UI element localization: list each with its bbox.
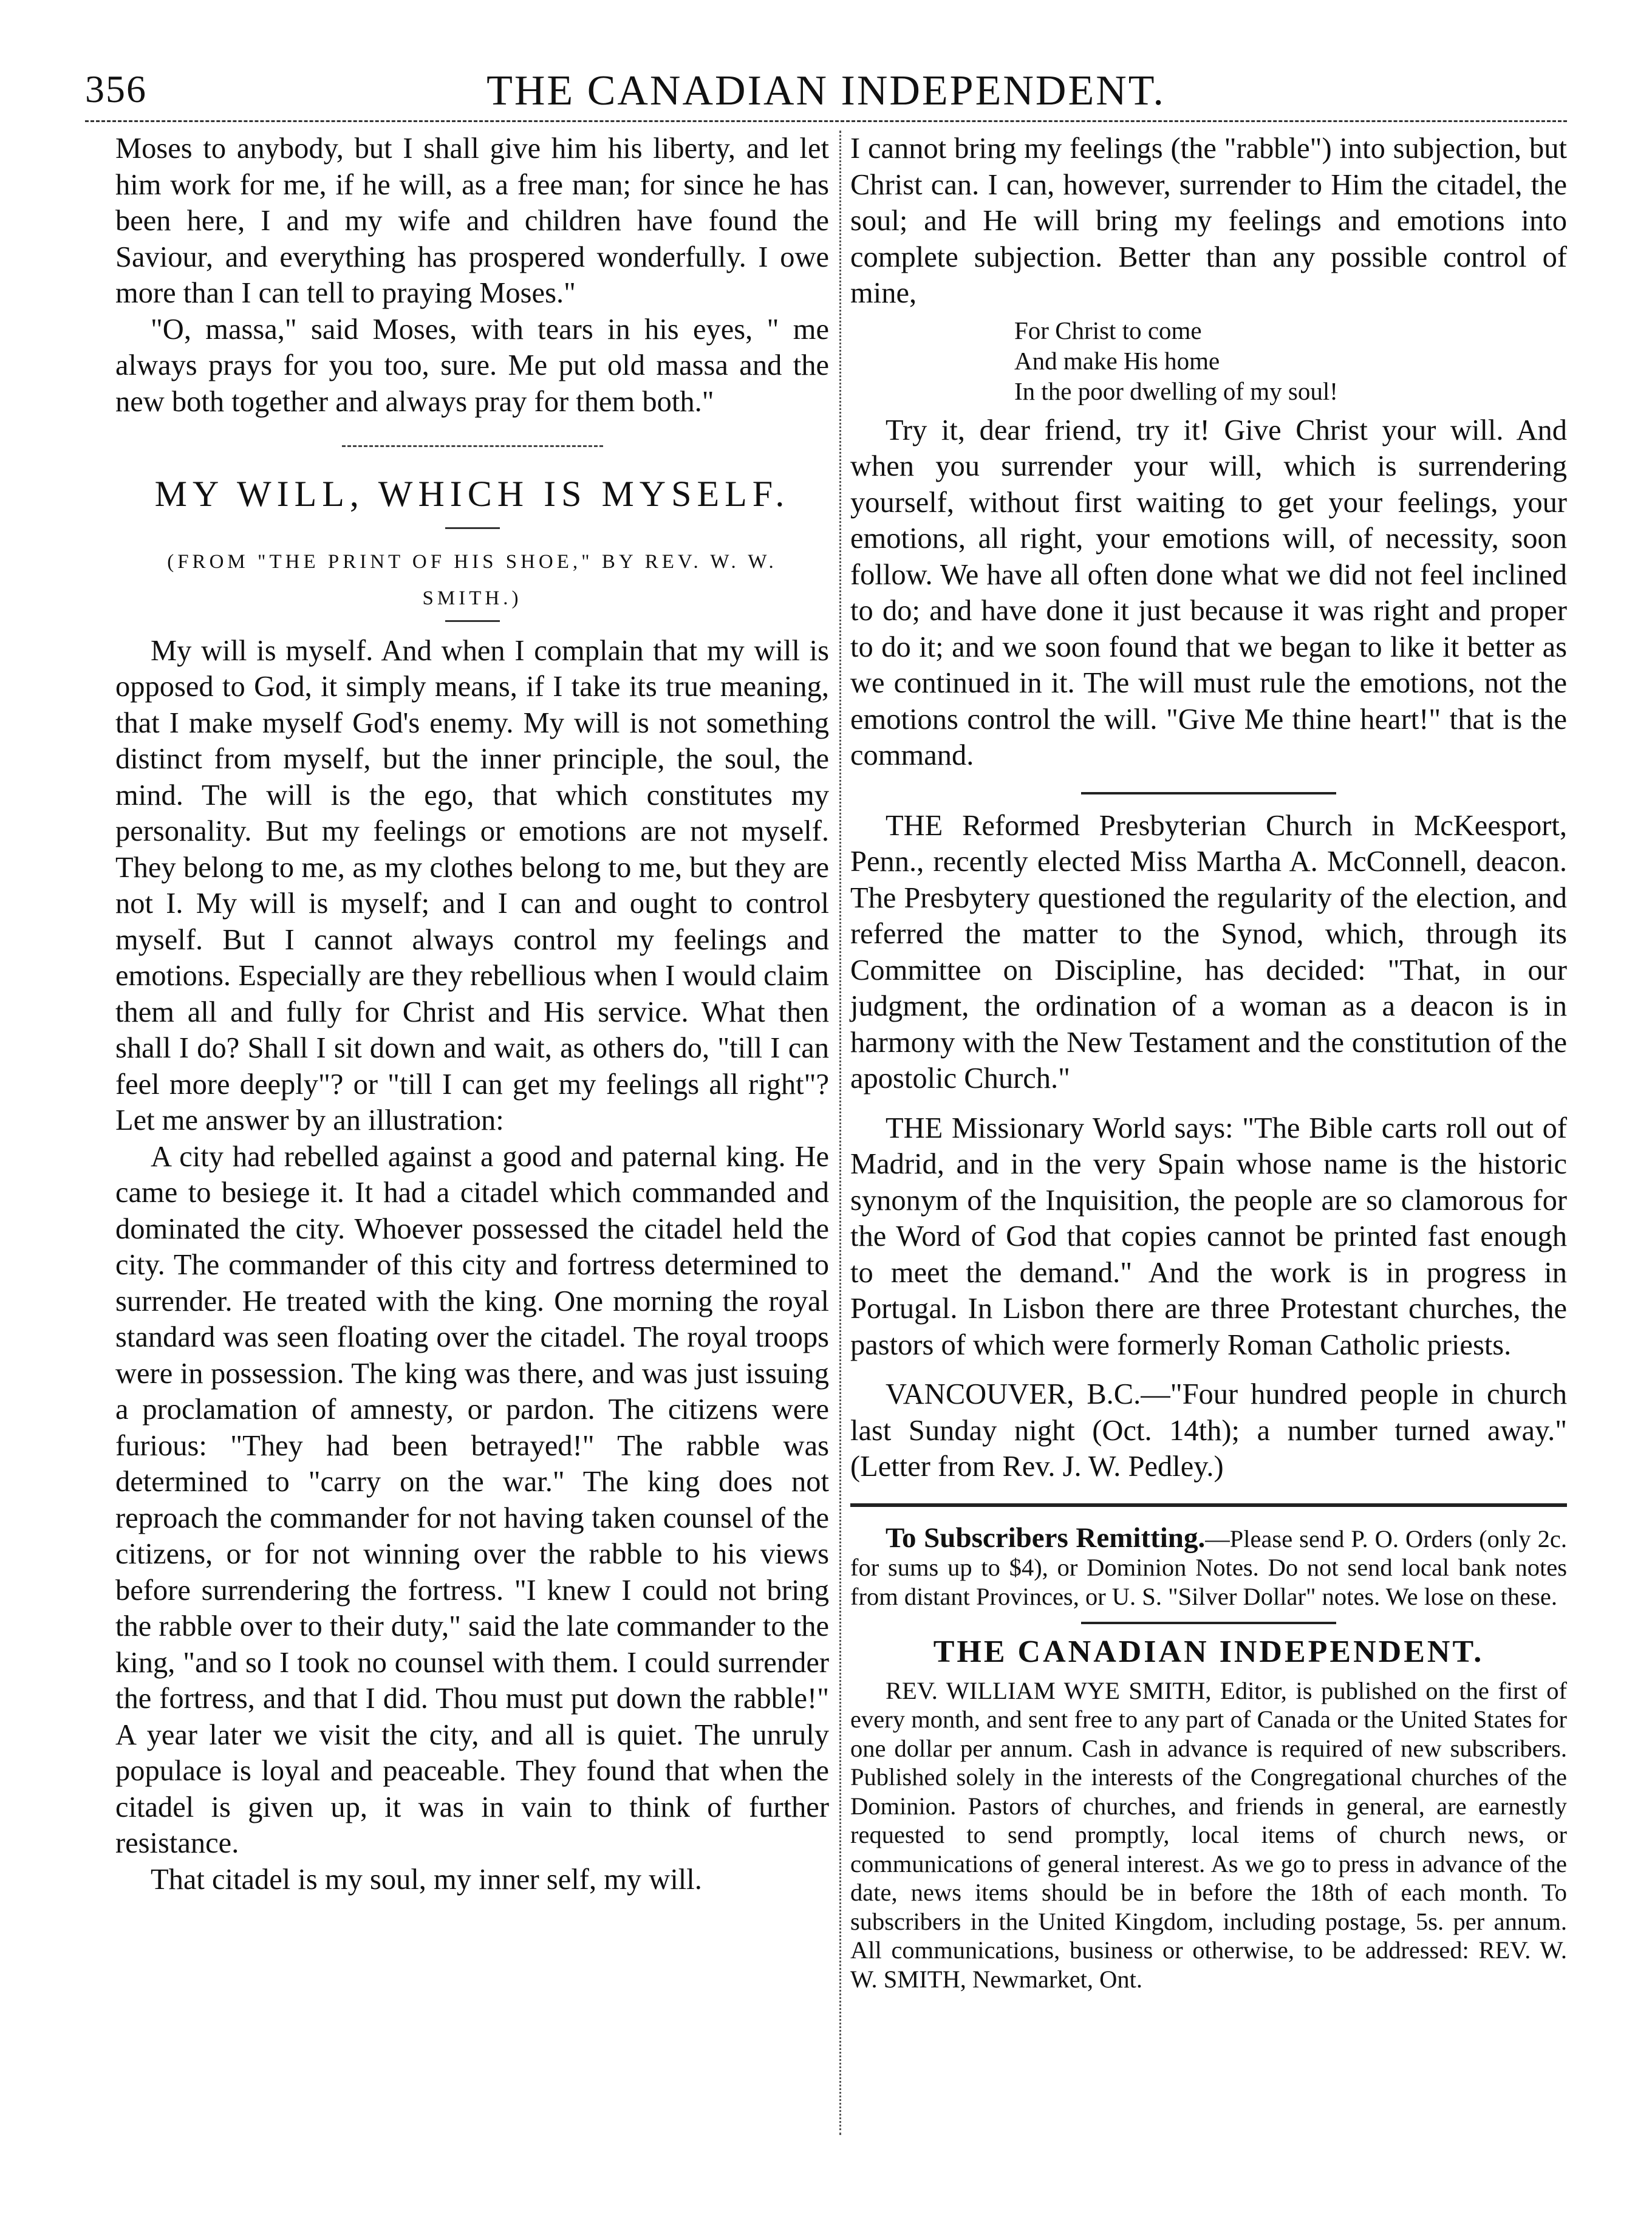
publication-title: THE CANADIAN INDEPENDENT.: [486, 67, 1166, 114]
notice-body: —Please send P. O. Orders (only 2c. for sums up to $4), or Dominion Notes. Do not send local bank notes from distant Provinces, or U. S. "Silver Dollar" notes. We lose on these.: [850, 1525, 1567, 1610]
article-continuation-paragraph: Moses to anybody, but I shall give him his liberty, and let him work for me, if he will, as a free man; for since he has been here, I and my wife and children have found the Saviour, and everything has prospered wonderfully. I owe more than I can tell to praying Moses.": [115, 132, 829, 309]
right-column: [850, 131, 1567, 1993]
publisher-masthead: THE CANADIAN INDEPENDENT.: [933, 1635, 1484, 1669]
publisher-details: REV. WILLIAM WYE SMITH, Editor, is published on the first of every month, and sent free to any part of Canada or the United States for one dollar per annum. Cash in advance is required of new subscribers. Published solely in the interests of the Congregational churches of the Dominion. Pastors of churches, and friends in general, are earnestly requested to send promptly, local items of church news, or communications of general interest. As we go to press in advance of the date, news items should be in before the 18th of each month. To subscribers in the United Kingdom, including postage, 5s. per annum. All communications, business or otherwise, to be addressed: REV. W. W. SMITH, Newmarket, Ont.: [850, 1676, 1567, 1993]
article-paragraph: A city had rebelled against a good and paternal king. He came to besiege it. It had a citadel which commanded and dominated the city. Whoever possessed the citadel held the city. The commander of this city and fortress determined to surrender. He treated with the king. One morning the royal standard was seen floating over the citadel. The royal troops were in possession. The king was there, and was just issuing a proclamation of amnesty, or pardon. The citizens were furious: "They had been betrayed!" The rabble was determined to "carry on the war." The king does not reproach the commander for not having taken counsel of the citizens, or for not winning over the rabble to his views before surrendering the fortress. "I knew I could not bring the rabble over to their duty," said the late commander to the king, "and so I took no counsel with them. I could surrender the fortress, and that I did. Thou must put down the rabble!" A year later we visit the city, and all is quiet. The unruly populace is loyal and peaceable. They found that when the citadel is given up, it was in vain to think of further resistance.: [115, 1140, 829, 1859]
article-paragraph: That citadel is my soul, my inner self, my will.: [151, 1863, 702, 1896]
title-divider: [445, 527, 500, 529]
header-rule: [85, 120, 1567, 122]
news-item-missionary-world: THE Missionary World says: "The Bible carts roll out of Madrid, and in the very Spain whose name is the historic synonym of the Inquisition, the people are so clamorous for the Word of God that copies cannot be printed fast enough to meet the demand." And the work is in progress in Portugal. In Lisbon there are three Protestant churches, the pastors of which were formerly Roman Catholic priests.: [850, 1112, 1567, 1361]
notice-heading: To Subscribers Remitting.: [886, 1522, 1206, 1554]
article-paragraph: Try it, dear friend, try it! Give Christ your will. And when you surrender your will, which is surrendering yourself, without first waiting to get your feelings, your emotions, all right, your emotions will, of necessity, soon follow. We have all often done what we did not feel inclined to do; and have done it just because it was right and proper to do it; and we soon found that we began to like it better as we continued in it. The will must rule the emotions, not the emotions control the will. "Give Me thine heart!" that is the command.: [850, 414, 1567, 771]
page-header: [85, 67, 1567, 121]
section-divider: [342, 445, 603, 447]
subscribers-notice: [850, 1524, 1567, 1611]
section-divider: [850, 1503, 1567, 1507]
article-continuation-paragraph: "O, massa," said Moses, with tears in his eyes, " me always prays for you too, sure. Me put old massa and the new both together and always pray for them both.": [115, 313, 829, 418]
poem-line: In the poor dwelling of my soul!: [1014, 377, 1338, 405]
news-item-reformed-presbyterian: THE Reformed Presbyterian Church in McKeesport, Penn., recently elected Miss Martha A. McConnell, deacon. The Presbytery questioned the regularity of the election, and referred the matter to the Synod, which, through its Committee on Discipline, has decided: "That, in our judgment, the ordination of a woman as a deacon is in harmony with the New Testament and the constitution of the apostolic Church.": [850, 809, 1567, 1095]
article-title: MY WILL, WHICH IS MYSELF.: [154, 474, 790, 514]
attribution-divider: [445, 620, 500, 622]
poem-line: And make His home: [1014, 346, 1220, 375]
article-paragraph: I cannot bring my feelings (the "rabble") into subjection, but Christ can. I can, however, surrender to Him the citadel, the soul; and He will bring my feelings and emotions into complete subjection. Better than any possible control of mine,: [850, 132, 1567, 309]
article-attribution: (FROM "THE PRINT OF HIS SHOE," BY REV. W. W. SMITH.): [167, 550, 777, 609]
poem-line: For Christ to come: [1014, 316, 1202, 344]
column-divider: [839, 131, 841, 2135]
section-divider: [1081, 792, 1336, 794]
section-divider: [1081, 1622, 1336, 1624]
left-column: [115, 131, 829, 1898]
page-number: 356: [85, 67, 147, 111]
news-item-vancouver: VANCOUVER, B.C.—"Four hundred people in church last Sunday night (Oct. 14th); a number turned away." (Letter from Rev. J. W. Pedley.): [850, 1378, 1567, 1483]
article-paragraph: My will is myself. And when I complain that my will is opposed to God, it simply means, if I take its true meaning, that I make myself God's enemy. My will is not something distinct from myself, but the inner principle, the soul, the mind. The will is the ego, that which constitutes my personality. But my feelings or emotions are not myself. They belong to me, as my clothes belong to me, but they are not I. My will is myself; and I can and ought to control myself. But I cannot always control my feelings and emotions. Especially are they rebellious when I would claim them all and fully for Christ and His service. What then shall I do? Shall I sit down and wait, as others do, "till I can feel more deeply"? or "till I can get my feelings all right"? Let me answer by an illustration:: [115, 634, 829, 1136]
poem-verse: [1014, 315, 1567, 406]
